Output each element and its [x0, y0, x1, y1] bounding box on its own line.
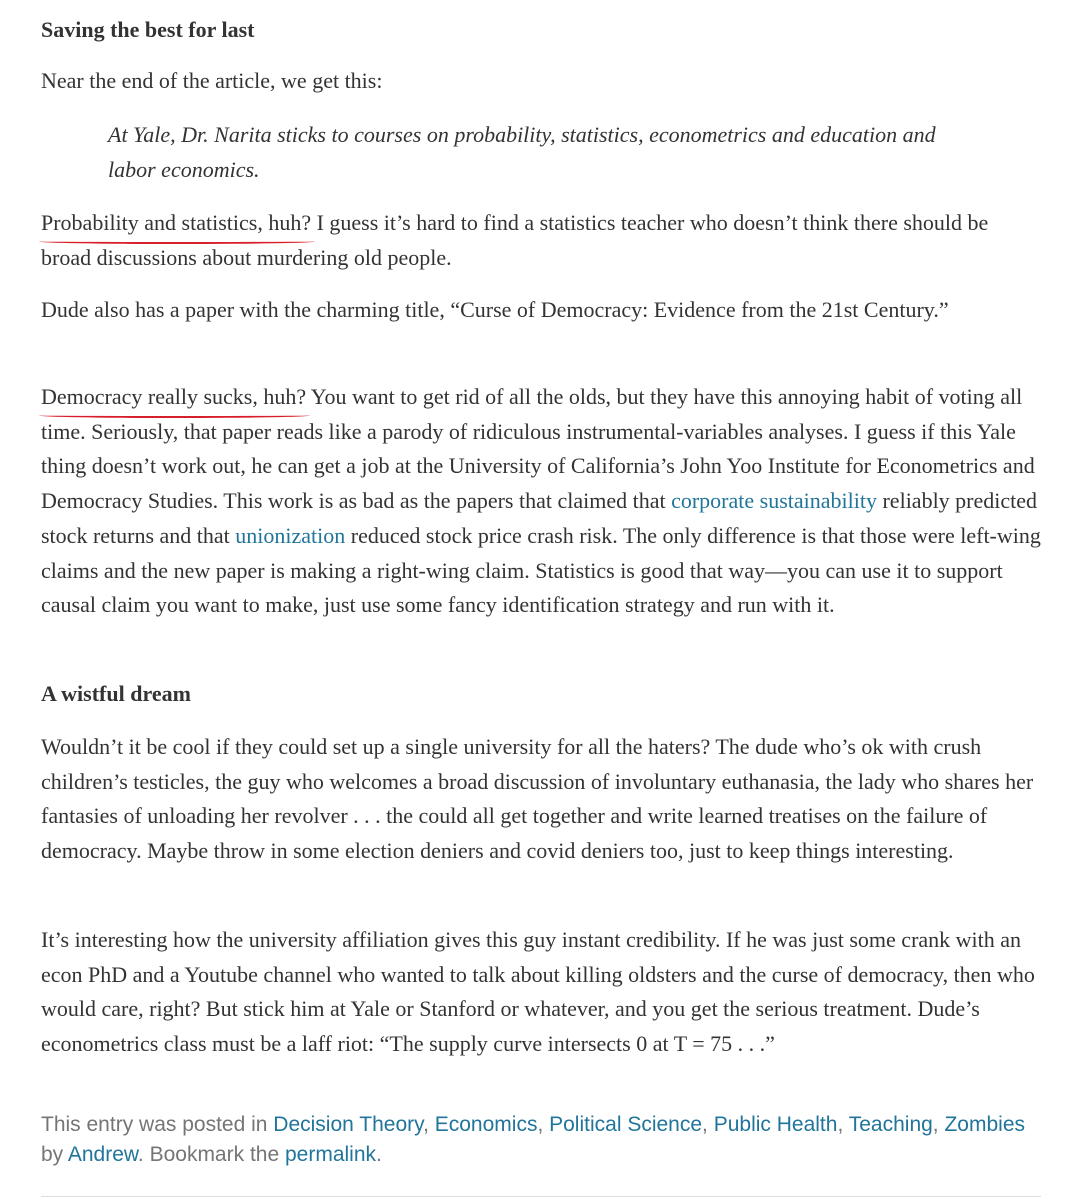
article-quote: At Yale, Dr. Narita sticks to courses on probability, statistics, econometrics and education and labor economics.	[108, 122, 936, 182]
category-link-public-health[interactable]: Public Health	[713, 1113, 838, 1136]
category-link-economics[interactable]: Economics	[434, 1113, 538, 1136]
category-link-political-science[interactable]: Political Science	[549, 1113, 703, 1136]
corporate-sustainability-link[interactable]: corporate sustainability	[671, 488, 877, 514]
probability-paragraph	[41, 206, 1041, 275]
paragraph-text: reduced stock price crash risk. The only difference is that those were left-wing claims and the new paper is making a right-wing claim. Statistics is good that way—you can use it to support causal claim you want to make, just use some fancy identification strategy and run with it.	[41, 522, 1041, 618]
paragraph-text: I guess it’s hard to find a statistics teacher who doesn’t think there should be broad discussions about murdering old people.	[41, 210, 989, 270]
paragraph-text: You want to get rid of all the olds, but they have this annoying habit of voting all time. Seriously, that paper reads like a parody of ridiculous instrumental-variables analyses. I guess if this Yale thing doesn’t work out, he can get a job at the University of California’s John Yoo Institute for Econometrics and Democracy Studies. This work is as bad as the papers that claimed that	[41, 384, 1035, 514]
red-underline-mark	[39, 239, 315, 244]
red-underline-mark	[39, 413, 310, 418]
entry-meta-footer: This entry was posted in Decision Theory, Economics, Political Science, Public Health, Teaching, Zombies by Andrew. Bookmark the permalink.	[41, 1113, 1025, 1166]
democracy-paragraph	[41, 380, 1041, 623]
intro-paragraph: Near the end of the article, we get this:	[41, 68, 383, 93]
paragraph-text: reliably predicted stock returns and that	[41, 488, 1038, 548]
unionization-link[interactable]: unionization	[235, 522, 346, 548]
curse-of-democracy-paragraph: Dude also has a paper with the charming title, “Curse of Democracy: Evidence from the 21st Century.”	[41, 297, 949, 322]
section-heading-wistful: A wistful dream	[41, 681, 191, 706]
university-affiliation-paragraph: It’s interesting how the university affiliation gives this guy instant credibility. If he was just some crank with an econ PhD and a Youtube channel who wanted to talk about killing oldsters and the curse of democracy, then who would care, right? But stick him at Yale or Stanford or whatever, and you get the serious treatment. Dude’s econometrics class must be a laff riot: “The supply curve intersects 0 at T = 75 . . .”	[41, 927, 1035, 1057]
permalink-link[interactable]: permalink	[284, 1143, 377, 1166]
wistful-dream-paragraph: Wouldn’t it be cool if they could set up a single university for all the haters? The dude who’s ok with crush children’s testicles, the guy who welcomes a broad discussion of involuntary euthanasia, the lady who shares her fantasies of unloading her revolver . . . the could all get together and write learned treatises on the failure of democracy. Maybe throw in some election deniers and covid deniers too, just to keep things interesting.	[41, 734, 1034, 864]
category-link-decision-theory[interactable]: Decision Theory	[273, 1113, 424, 1136]
author-link[interactable]: Andrew	[67, 1143, 138, 1166]
highlighted-phrase-democracy: Democracy really sucks, huh?	[41, 380, 306, 415]
highlighted-phrase-probability: Probability and statistics, huh?	[41, 206, 311, 241]
category-link-zombies[interactable]: Zombies	[944, 1113, 1025, 1136]
bottom-divider	[41, 1196, 1041, 1197]
category-link-teaching[interactable]: Teaching	[848, 1113, 933, 1136]
section-heading-saving: Saving the best for last	[41, 17, 255, 42]
